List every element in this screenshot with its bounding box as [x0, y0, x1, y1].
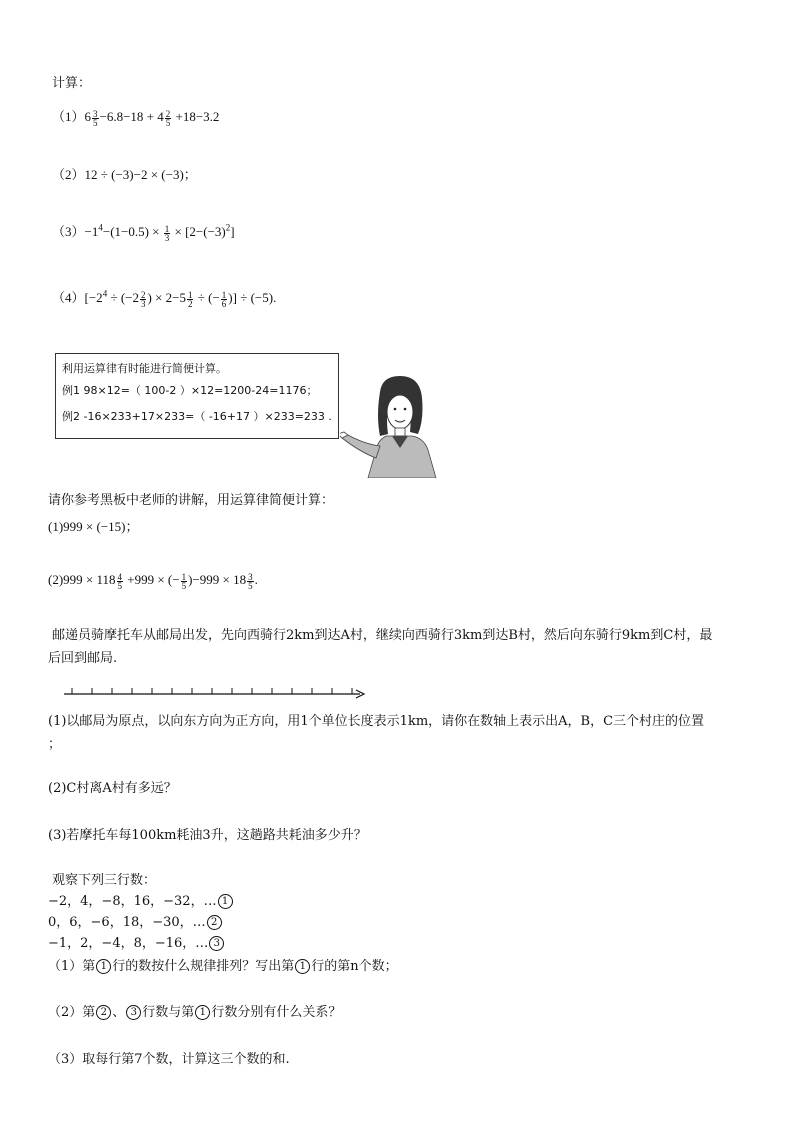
- problem-number: （1）: [52, 109, 85, 124]
- section3-q1-line2: ；: [48, 737, 62, 752]
- expression-part: (2)999 × 118: [48, 572, 116, 587]
- expression-part: +18−3.2: [172, 109, 220, 124]
- problem-2-1: (1)999 × (−15)；: [48, 519, 139, 534]
- expression-part: −1: [84, 224, 99, 239]
- board-line-3: 例2 -16×233+17×233=（ -16+17 ）×233=233 .: [62, 410, 332, 423]
- board-line-1: 利用运算律有时能进行简便计算。: [62, 362, 227, 375]
- expression-part: × [2−(−3): [171, 224, 226, 239]
- section3-intro-line2: 后回到邮局.: [48, 651, 118, 666]
- expression-part: )] ÷ (−5).: [228, 290, 277, 305]
- problem-1-3: [52, 221, 235, 242]
- circled-number: 2: [96, 1005, 111, 1020]
- expression-part: ÷ (−2: [107, 290, 139, 305]
- section3-q3: (3)若摩托车每100km耗油3升，这趟路共耗油多少升？: [48, 828, 367, 843]
- text-part: 行的第n个数；: [311, 959, 398, 974]
- section4-q2: [48, 1005, 341, 1021]
- problem-2-2: [48, 572, 258, 590]
- section3-q2: (2)C村离A村有多远？: [48, 781, 177, 796]
- circled-number: 1: [195, 1005, 210, 1020]
- section1-heading: 计算：: [52, 76, 92, 91]
- fraction: $\frac{3}{5}$: [93, 108, 98, 128]
- section3-q1-line1: (1)以邮局为原点，以向东方向为正方向，用1个单位长度表示1km，请你在数轴上表示出A，B，C三个村庄的位置: [48, 714, 705, 729]
- fraction: $\frac{1}{2}$: [187, 289, 193, 309]
- fraction: $\frac{4}{5}$: [117, 571, 123, 591]
- expression-part: )−999 × 18: [188, 572, 247, 587]
- exponent: 4: [102, 288, 108, 299]
- sequence-row-3: [48, 936, 225, 952]
- section4-q1: [48, 959, 398, 975]
- fraction: $\frac{3}{5}$: [248, 571, 253, 591]
- fraction: $\frac{2}{3}$: [140, 289, 146, 309]
- expression-part: +999 × (−: [124, 572, 180, 587]
- fraction: $\frac{1}{6}$: [221, 289, 227, 309]
- expression: 12 ÷ (−3)−2 × (−3)；: [84, 167, 197, 182]
- text-part: （2）第: [48, 1005, 96, 1020]
- circled-number: 3: [126, 1005, 141, 1020]
- sequence-row-2: [48, 915, 223, 931]
- blackboard-box: [55, 353, 339, 439]
- fraction: $\frac{2}{5}$: [165, 108, 171, 128]
- text-part: （1）第: [48, 959, 96, 974]
- text-part: 行的数按什么规律排列？写出第: [112, 959, 295, 974]
- number-axis: [60, 683, 370, 699]
- board-line-2: 例1 98×12=（ 100-2 ）×12=1200-24=1176；: [62, 384, 318, 397]
- expression-part: ]: [230, 224, 235, 239]
- fraction: $\frac{1}{5}$: [181, 571, 187, 591]
- section2-intro: 请你参考黑板中老师的讲解，用运算律简便计算：: [48, 493, 335, 508]
- fraction: $\frac{1}{3}$: [164, 223, 170, 243]
- expression-part: [−2: [84, 290, 103, 305]
- sequence-values: −1，2，−4，8，−16，…: [48, 936, 209, 951]
- section4-q3: （3）取每行第7个数，计算这三个数的和.: [48, 1052, 290, 1067]
- problem-1-4: [52, 287, 276, 308]
- expression-part: −(1−0.5) ×: [102, 224, 163, 239]
- text-part: 行数与第: [142, 1005, 195, 1020]
- circled-number: 1: [295, 959, 310, 974]
- whole-number: 6: [84, 109, 92, 124]
- sequence-values: −2，4，−8，16，−32，…: [48, 894, 217, 909]
- problem-number: （2）: [52, 167, 85, 182]
- circled-number: 1: [218, 894, 233, 909]
- problem-number: （3）: [52, 224, 85, 239]
- problem-1-1: [52, 106, 219, 127]
- circled-number: 3: [209, 936, 224, 951]
- exponent: 2: [225, 222, 231, 233]
- circled-number: 1: [96, 959, 111, 974]
- expression-part: ÷ (−: [194, 290, 220, 305]
- circled-number: 2: [207, 915, 222, 930]
- expression-part: ) × 2−5: [147, 290, 186, 305]
- text-part: 、: [112, 1005, 126, 1020]
- problem-1-2: [52, 164, 197, 183]
- text-part: 行数分别有什么关系？: [211, 1005, 342, 1020]
- section3-intro-line1: 邮递员骑摩托车从邮局出发，先向西骑行2km到达A村，继续向西骑行3km到达B村，然后向东骑行9km到C村，最: [52, 628, 713, 643]
- sequence-values: 0，6，−6，18，−30，…: [48, 915, 206, 930]
- exponent: 4: [98, 222, 103, 233]
- teacher-illustration: [340, 372, 446, 478]
- problem-number: （4）: [52, 290, 85, 305]
- expression-part: −6.8−18 + 4: [99, 109, 164, 124]
- expression-part: .: [254, 572, 258, 587]
- sequence-row-1: [48, 894, 234, 910]
- section4-intro: 观察下列三行数：: [52, 873, 157, 888]
